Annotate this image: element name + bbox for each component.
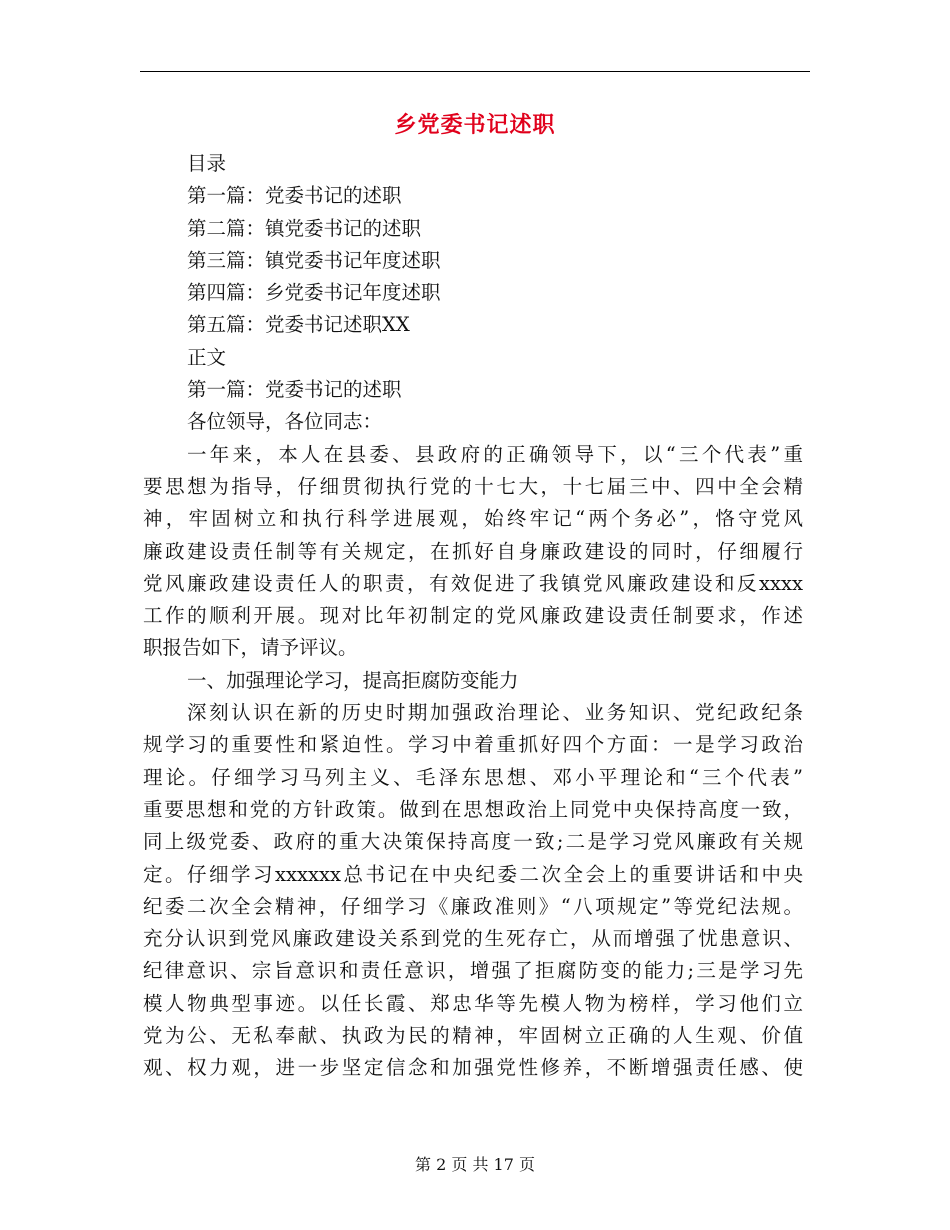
text-line: 规学习的重要性和紧迫性。学习中着重抓好四个方面：一是学习政治 — [143, 733, 803, 757]
document-title: 乡党委书记述职 — [394, 113, 556, 138]
text-line: 党风廉政建设责任人的职责，有效促进了我镇党风廉政建设和反xxxx — [143, 571, 803, 595]
text-line: 定。仔细学习xxxxxx总书记在中央纪委二次全会上的重要讲话和中央 — [143, 862, 803, 886]
text-line: 工作的顺利开展。现对比年初制定的党风廉政建设责任制要求，作述 — [143, 604, 803, 628]
text-line: 同上级党委、政府的重大决策保持高度一致;二是学习党风廉政有关规 — [143, 830, 803, 854]
text-line: 充分认识到党风廉政建设关系到党的生死存亡，从而增强了忧患意识、 — [143, 927, 803, 951]
text-line: 第五篇：党委书记述职XX — [187, 313, 410, 337]
text-line: 深刻认识在新的历史时期加强政治理论、业务知识、党纪政纪条 — [187, 701, 803, 725]
text-line: 第二篇：镇党委书记的述职 — [187, 216, 422, 240]
text-line: 重要思想和党的方针政策。做到在思想政治上同党中央保持高度一致， — [143, 797, 803, 821]
text-line: 职报告如下，请予评议。 — [143, 636, 358, 660]
text-line: 一年来，本人在县委、县政府的正确领导下，以“三个代表”重 — [187, 442, 803, 466]
text-line: 神，牢固树立和执行科学进展观，始终牢记“两个务必”，恪守党风 — [143, 507, 803, 531]
page-footer: 第 2 页 共 17 页 — [415, 1155, 535, 1174]
text-line: 模人物典型事迹。以任长霞、郑忠华等先模人物为榜样，学习他们立 — [143, 991, 803, 1015]
text-line: 观、权力观，进一步坚定信念和加强党性修养，不断增强责任感、使 — [143, 1056, 803, 1080]
text-line: 第一篇：党委书记的述职 — [187, 184, 402, 208]
text-line: 纪委二次全会精神，仔细学习《廉政准则》“八项规定”等党纪法规。 — [143, 894, 803, 918]
text-line: 各位领导，各位同志： — [187, 410, 383, 434]
text-line: 党为公、无私奉献、执政为民的精神，牢固树立正确的人生观、价值 — [143, 1024, 803, 1048]
text-line: 第四篇：乡党委书记年度述职 — [187, 281, 441, 305]
text-line: 第三篇：镇党委书记年度述职 — [187, 248, 441, 272]
header-rule — [140, 71, 810, 72]
document-body — [143, 148, 803, 1085]
text-line: 理论。仔细学习马列主义、毛泽东思想、邓小平理论和“三个代表” — [143, 765, 803, 789]
text-line: 一、加强理论学习，提高拒腐防变能力 — [187, 668, 519, 692]
text-line: 目录 — [187, 152, 227, 175]
text-line: 第一篇：党委书记的述职 — [187, 378, 402, 402]
text-line: 纪律意识、宗旨意识和责任意识，增强了拒腐防变的能力;三是学习先 — [143, 959, 803, 983]
text-line: 正文 — [187, 345, 227, 369]
text-line: 要思想为指导，仔细贯彻执行党的十七大，十七届三中、四中全会精 — [143, 474, 803, 498]
text-line: 廉政建设责任制等有关规定，在抓好自身廉政建设的同时，仔细履行 — [143, 539, 803, 563]
